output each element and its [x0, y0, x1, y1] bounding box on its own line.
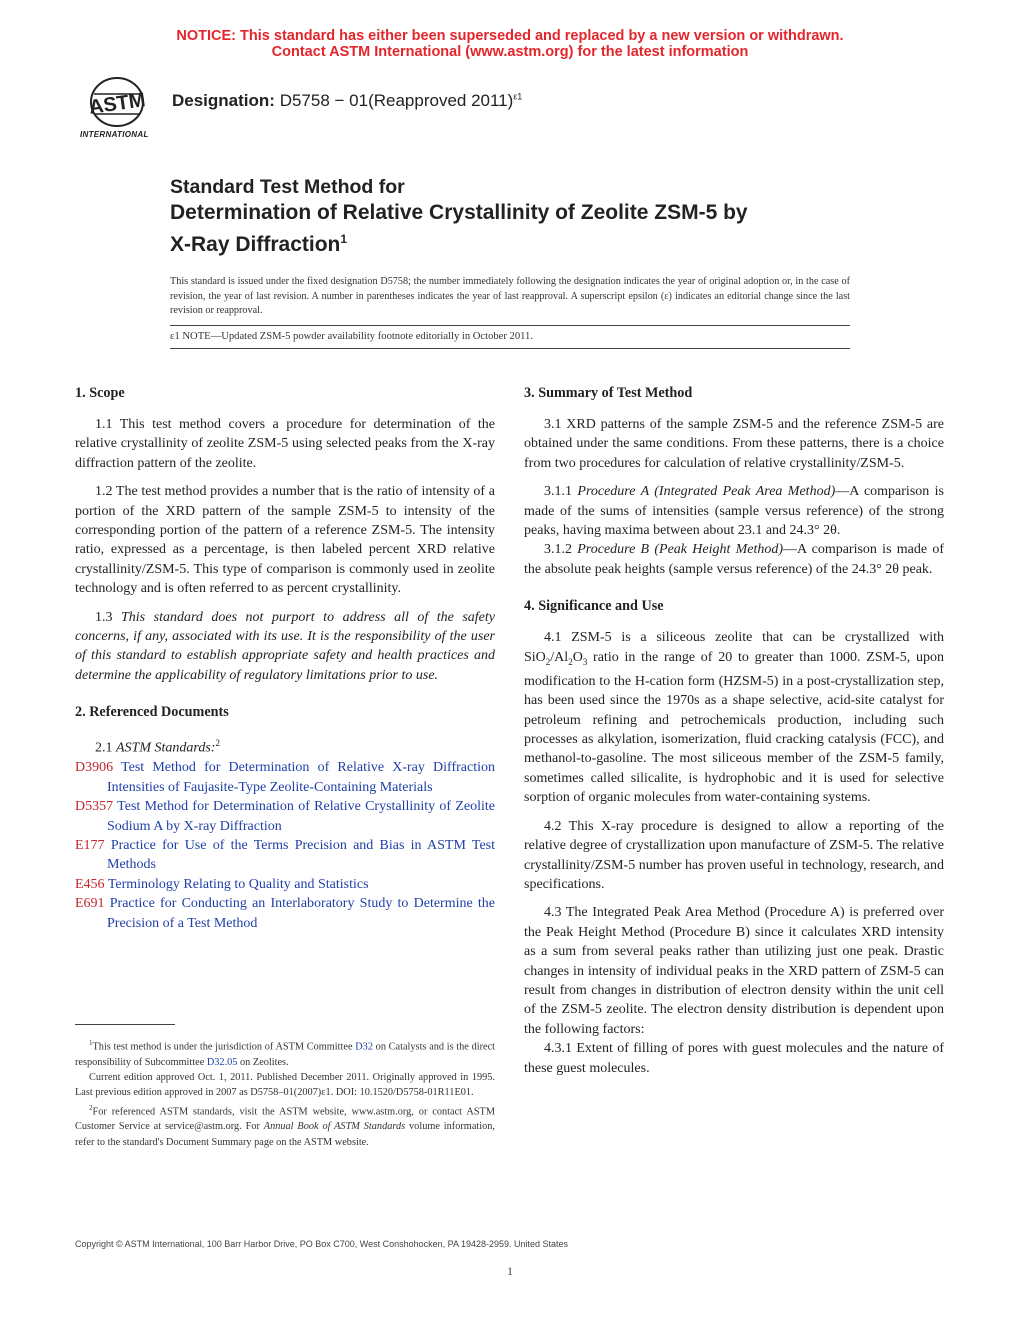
- page-number: 1: [507, 1264, 513, 1278]
- scope-1-2: 1.2 The test method provides a number that is the ratio of intensity of a portion of the XRD pattern of the sample ZSM-5 to intensity of the corresponding portion of the pattern of a reference ZSM-5. The intensity ratio, expressed as a percentage, is then labeled percent XRD relative crystallinity/ZSM-5. This type of comparison is commonly used in zeolite technology and is often referred to as percent crystallinity.: [75, 484, 495, 597]
- left-column: [75, 384, 495, 933]
- svg-text:ASTM: ASTM: [87, 89, 147, 119]
- subcommittee-link[interactable]: D32.05: [206, 1056, 238, 1068]
- ref-item[interactable]: E456 Terminology Relating to Quality and Statistics: [75, 876, 369, 892]
- significance-heading: 4. Significance and Use: [524, 598, 664, 615]
- notice-line-2: Contact ASTM International (www.astm.org) for the latest information: [271, 44, 749, 60]
- designation-sup: ε1: [513, 91, 523, 102]
- title-line-2: Determination of Relative Crystallinity of Zeolite ZSM-5 by: [170, 201, 748, 224]
- footnote-rule: [75, 1024, 175, 1025]
- refs-intro: 2.1 ASTM Standards:$^2$: [95, 738, 220, 756]
- ref-code-link[interactable]: E177: [75, 837, 105, 853]
- top-rule: [170, 325, 850, 326]
- significance-4-1: 4.1 ZSM-5 is a siliceous zeolite that can be crystallized with $SiO_2/Al_2O_3$ ratio in the range of 20 to greater than 1000. ZSM-5, upon modification to the H-cation form (HZSM-5) in a post-crystallization step, has been used since the 1970s as a shape selective, acid-site catalyst for petroleum refining and petrochemicals production, including such processes as alkylation, isomerization, fluid cracking catalysis (FCC), and methanol-to-gasoline. The most siliceous member of the ZSM-5 family, sometimes called silicalite, is hydrophobic and it is used for selective sorption of organic molecules from water-containing systems.: [524, 630, 944, 806]
- ref-code-link[interactable]: D5357: [75, 799, 114, 815]
- ref-item[interactable]: E177 Practice for Use of the Terms Precision and Bias in ASTM Test Methods: [75, 837, 496, 873]
- scope-1-3: 1.3 This standard does not purport to address all of the safety concerns, if any, associated with its use. It is the responsibility of the user of this standard to establish appropriate safety and health practices and determine the applicability of regulatory limitations prior to use.: [75, 609, 495, 683]
- title-line-3: X-Ray Diffraction$^1$: [170, 232, 348, 256]
- committee-link[interactable]: D32: [355, 1041, 373, 1053]
- ref-code-link[interactable]: E691: [75, 896, 105, 912]
- summary-3-1-2: 3.1.2 Procedure B (Peak Height Method)—A comparison is made of the absolute peak heights (sample versus reference) of the 24.3° 2θ peak.: [524, 542, 944, 577]
- ref-item[interactable]: E691 Practice for Conducting an Interlaboratory Study to Determine the Precision of a Test Method: [75, 896, 495, 931]
- notice-line-1: NOTICE: This standard has either been superseded and replaced by a new version or withdrawn.: [176, 28, 844, 44]
- issued-paragraph: This standard is issued under the fixed designation D5758; the number immediately following the designation indicates the year of original adoption or, in the case of revision, the year of last revision. A number in parentheses indicates the year of last reapproval. A superscript epsilon (ε) indicates an editorial change since the last revision or reapproval.: [170, 276, 850, 316]
- footnote-1: $^1$This test method is under the jurisdiction of ASTM Committee D32 on Catalysts and is the direct responsibility of Subcommittee D32.05 on Zeolites.: [75, 1039, 496, 1068]
- document-title: [170, 174, 870, 258]
- scope-1-1: 1.1 This test method covers a procedure for determination of the relative crystallinity of zeolite ZSM-5 using selected peaks from the X-ray diffraction pattern of the zeolite.: [75, 417, 495, 471]
- significance-4-2: 4.2 This X-ray procedure is designed to allow a reporting of the relative degree of crystallization upon manufacture of ZSM-5. The relative crystallinity/ZSM-5 number has proven useful in technology, research, and specifications.: [524, 818, 944, 892]
- significance-4-3-1: 4.3.1 Extent of filling of pores with guest molecules and the nature of these guest molecules.: [524, 1041, 944, 1076]
- summary-3-1-1: 3.1.1 Procedure A (Integrated Peak Area Method)—A comparison is made of the sums of intensities (sample versus reference) of the strong peaks, having maxima between about 23.1 and 24.3° 2θ.: [524, 484, 944, 539]
- summary-heading: 3. Summary of Test Method: [524, 385, 693, 401]
- summary-3-1: 3.1 XRD patterns of the sample ZSM-5 and the reference ZSM-5 are obtained under the same conditions. From these patterns, there is a choice from two procedures for calculation of relative crystallinity/ZSM-5.: [524, 417, 944, 471]
- refs-heading: 2. Referenced Documents: [75, 704, 229, 721]
- right-column: [524, 384, 944, 1087]
- significance-4-3: 4.3 The Integrated Peak Area Method (Procedure A) is preferred over the Peak Height Method (Procedure B) since it calculates XRD intensity as a sum from several peaks rather than utilizing just one peak. Drastic changes in intensity of individual peaks in the XRD pattern of ZSM-5 can result from changes in distribution of electron density within the unit cell of the ZSM-5 zeolite. The electron density distribution is dependent upon the following factors:: [524, 905, 944, 1037]
- ref-code-link[interactable]: E456: [75, 876, 105, 892]
- title-line-1: Standard Test Method for: [170, 176, 405, 198]
- astm-logo: [74, 72, 160, 142]
- footnote-2: $^2$For referenced ASTM standards, visit the ASTM website, www.astm.org, or contact ASTM Customer Service at service@astm.org. For Annual Book of ASTM Standards volume information, refer to the standard's Document Summary page on the ASTM website.: [75, 1103, 495, 1148]
- bottom-rule: [170, 348, 850, 349]
- footnote-edition: Current edition approved Oct. 1, 2011. Published December 2011. Originally approved in 1995. Last previous edition approved in 2007 as D5758–01(2007)ε1. DOI: 10.1520/D5758-01R11E01.: [75, 1072, 495, 1099]
- epsilon-note: ε1 NOTE—Updated ZSM-5 powder availability footnote editorially in October 2011.: [170, 331, 533, 342]
- designation: [172, 91, 522, 111]
- footnotes: [75, 1036, 495, 1150]
- ref-code-link[interactable]: D3906: [75, 760, 114, 776]
- ref-item[interactable]: D5357 Test Method for Determination of Relative Crystallinity of Zeolite Sodium A by X-ray Diffraction: [75, 799, 495, 834]
- logo-text: INTERNATIONAL: [80, 130, 149, 139]
- copyright: Copyright © ASTM International, 100 Barr Harbor Drive, PO Box C700, West Conshohocken, PA 19428-2959. United States: [75, 1239, 569, 1249]
- ref-item[interactable]: D3906 Test Method for Determination of Relative X-ray Diffraction Intensities of Faujasite-Type Zeolite-Containing Materials: [75, 760, 495, 795]
- designation-number: D5758 − 01(Reapproved 2011): [279, 91, 514, 110]
- scope-heading: 1. Scope: [75, 385, 125, 401]
- designation-label: Designation:: [172, 91, 275, 110]
